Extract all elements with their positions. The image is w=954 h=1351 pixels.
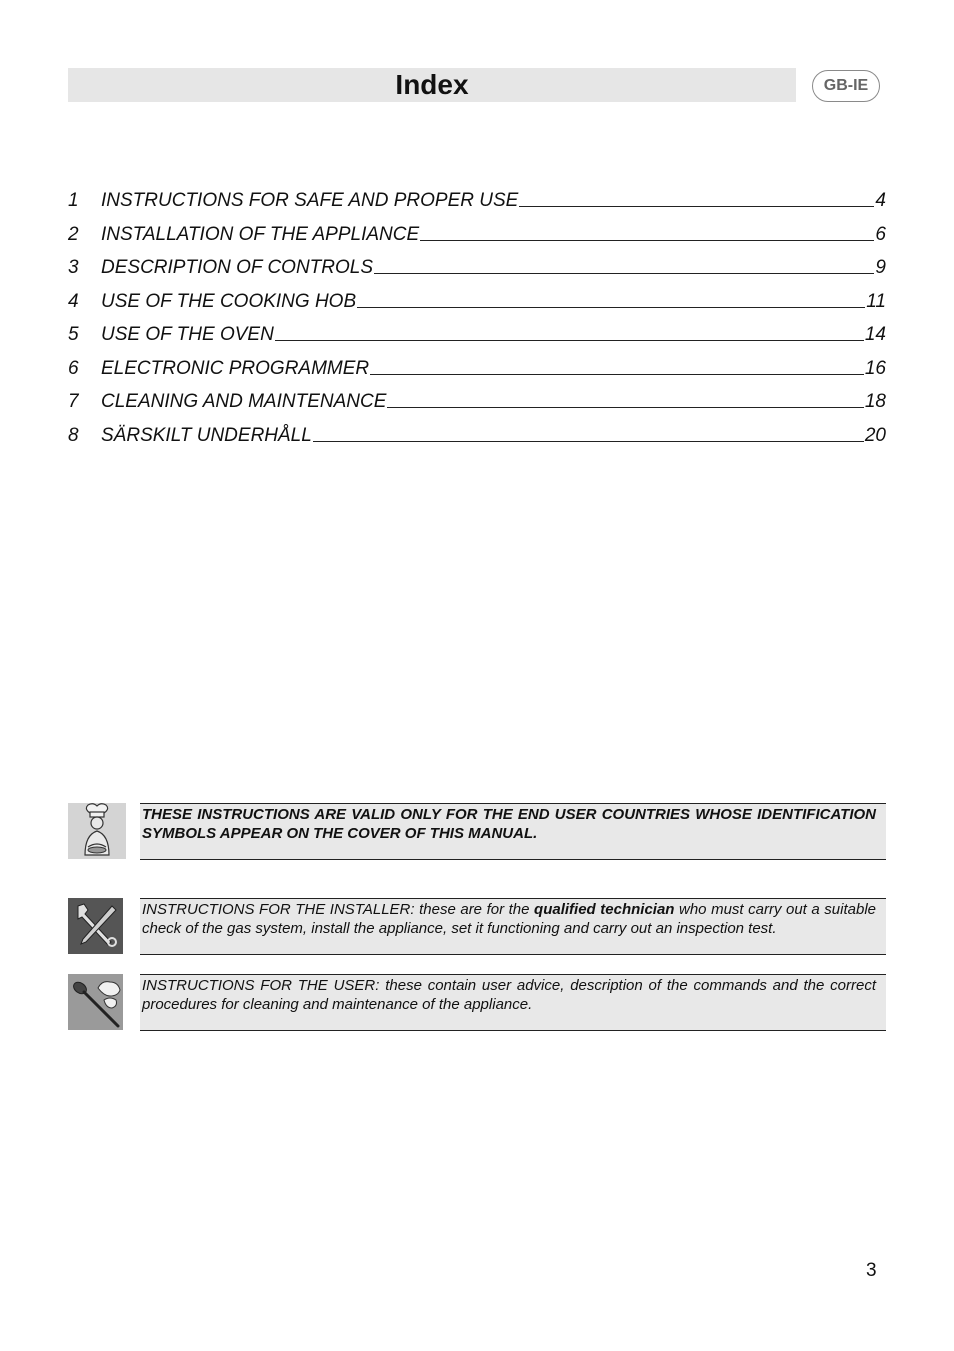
- page-title: Index: [395, 69, 469, 100]
- toc-number: 4: [68, 290, 79, 312]
- toc-leader-line: [313, 441, 864, 442]
- installer-note: INSTRUCTIONS FOR THE INSTALLER: these are for the qualified technician who must carry out a suitable check of the gas system, install the appliance, set it functioning and carry out an inspection test.: [140, 898, 886, 955]
- tools-icon: [68, 898, 123, 954]
- table-of-contents: [68, 190, 886, 458]
- toc-label: INSTRUCTIONS FOR SAFE AND PROPER USE: [101, 190, 519, 211]
- toc-label: ELECTRONIC PROGRAMMER: [101, 357, 370, 379]
- toc-page-number: 11: [866, 290, 886, 312]
- toc-label: CLEANING AND MAINTENANCE: [101, 391, 387, 412]
- toc-entry: [68, 358, 886, 392]
- toc-label: USE OF THE COOKING HOB: [101, 290, 357, 312]
- toc-label: SÄRSKILT UNDERHÅLL: [101, 424, 312, 446]
- toc-label: USE OF THE OVEN: [101, 324, 274, 345]
- toc-leader-line: [370, 374, 864, 375]
- toc-entry: [68, 324, 886, 358]
- toc-leader-line: [275, 340, 864, 341]
- toc-page-number: 20: [864, 424, 886, 446]
- toc-number: 1: [68, 190, 79, 211]
- toc-leader-line: [519, 206, 874, 207]
- qualified-technician-text: qualified technician: [534, 901, 675, 918]
- toc-entry: [68, 190, 886, 224]
- validity-note: THESE INSTRUCTIONS ARE VALID ONLY FOR THE END USER COUNTRIES WHOSE IDENTIFICATION SYMBOLS APPEAR ON THE COVER OF THIS MANUAL.: [140, 803, 886, 860]
- toc-page-number: 9: [875, 257, 886, 278]
- toc-leader-line: [357, 307, 865, 308]
- toc-entry: [68, 224, 886, 258]
- toc-entry: [68, 291, 886, 325]
- toc-number: 3: [68, 257, 79, 278]
- language-badge: GB-IE: [812, 70, 880, 102]
- toc-number: 2: [68, 223, 79, 245]
- toc-page-number: 18: [864, 391, 886, 412]
- spoon-icon: [68, 974, 123, 1030]
- chef-icon: [68, 803, 126, 859]
- user-note: INSTRUCTIONS FOR THE USER: these contain user advice, description of the commands and the correct procedures for cleaning and maintenance of the appliance.: [140, 974, 886, 1031]
- toc-number: 8: [68, 424, 79, 446]
- toc-label: DESCRIPTION OF CONTROLS: [101, 257, 374, 278]
- toc-entry: [68, 425, 886, 459]
- toc-entry: [68, 257, 886, 291]
- title-bar: [68, 68, 796, 102]
- toc-number: 5: [68, 324, 79, 345]
- toc-page-number: 16: [864, 357, 886, 379]
- toc-number: 6: [68, 357, 79, 379]
- toc-leader-line: [374, 273, 874, 274]
- toc-number: 7: [68, 391, 79, 412]
- toc-page-number: 6: [875, 223, 886, 245]
- page-number: 3: [866, 1260, 877, 1281]
- toc-label: INSTALLATION OF THE APPLIANCE: [101, 223, 420, 245]
- toc-page-number: 4: [875, 190, 886, 211]
- toc-page-number: 14: [864, 324, 886, 345]
- toc-leader-line: [420, 240, 874, 241]
- toc-entry: [68, 391, 886, 425]
- toc-leader-line: [387, 407, 863, 408]
